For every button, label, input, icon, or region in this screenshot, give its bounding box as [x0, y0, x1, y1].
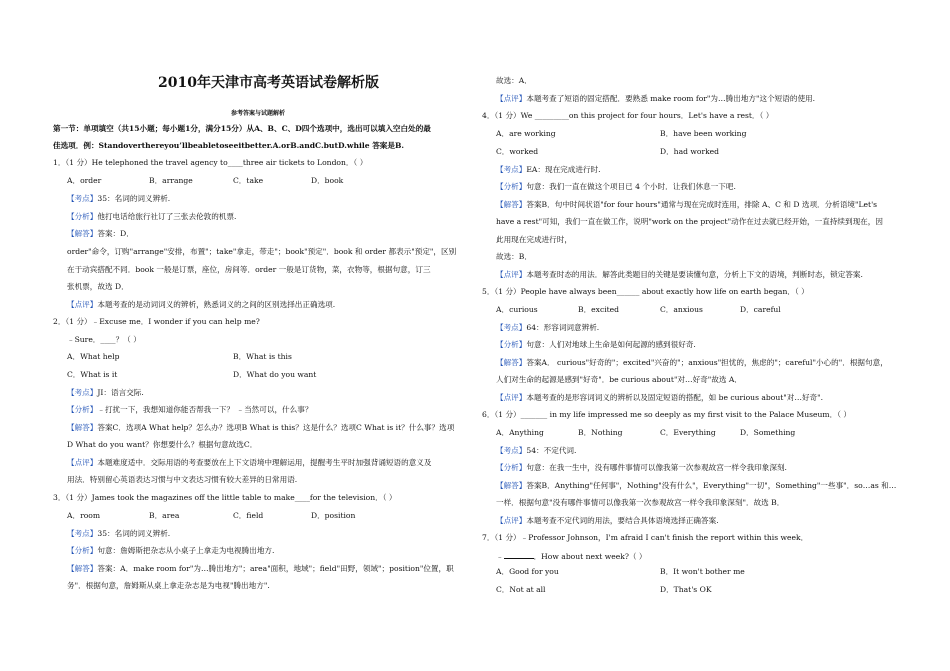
option-c: C．Everything — [660, 428, 716, 437]
option-d: D．had worked — [660, 147, 720, 156]
question-1-stem: 1．（1 分）He telephoned the travel agency to____three air tickets to London．（ ） — [53, 158, 368, 167]
q2-dianping-2: 用法．特别留心英语表达习惯与中文表达习惯有较大差异的日常用语. — [67, 475, 298, 484]
option-a: A．room — [67, 511, 101, 520]
q2-fenxi: 【分析】﹣打扰一下，我想知道你能否帮我一下？ ﹣当然可以，什么事？ — [67, 405, 313, 414]
section-header: 第一节：单项填空（共15小题；每小题1分，满分15分）从A、B、C、D四个选项中，选出可以填入空白处的最 — [53, 124, 431, 133]
q1-fenxi: 【分析】他打电话给旅行社订了三张去伦敦的机票. — [67, 212, 237, 221]
fenxi-label: 【分析】 — [67, 546, 98, 555]
fenxi-label: 【分析】 — [67, 212, 98, 221]
dianping-label: 【点评】 — [496, 516, 527, 525]
kaodian-label: 【考点】 — [67, 388, 98, 397]
q3-fenxi: 【分析】句意：詹姆斯把杂志从小桌子上拿走为电视腾出地方. — [67, 546, 275, 555]
option-c: C．field — [233, 511, 264, 520]
option-d: D．position — [311, 511, 356, 520]
kaodian-label: 【考点】 — [496, 446, 527, 455]
fenxi-label: 【分析】 — [496, 463, 527, 472]
q1-kaodian: 【考点】35：名词的词义辨析. — [67, 194, 171, 203]
option-d: D．book — [311, 176, 344, 185]
q2-jieda-1: 【解答】答案C．选项A What help？怎么办？选项B What is this？这是什么？选项C What is it？什么事？选项 — [67, 423, 455, 432]
jieda-label: 【解答】 — [496, 481, 527, 490]
kaodian-label: 【考点】 — [67, 529, 98, 538]
question-7-stem-2: ﹣ ．How about next week?（ ） — [496, 552, 647, 561]
option-b: B．arrange — [149, 176, 193, 185]
fenxi-label: 【分析】 — [496, 340, 527, 349]
q1-explanation-3: 张机票，故选 D． — [67, 282, 129, 291]
question-2-stem: 2．（1 分）﹣Excuse me．I wonder if you can help me? — [53, 317, 260, 326]
q1-explanation-2: 在于动宾搭配不同．book 一般是订票，座位，房间等．order 一般是订货物，菜，衣物等，根据句意，订三 — [67, 265, 431, 274]
q5-jieda-1: 【解答】答案A． curious"好奇的"；excited"兴奋的"；anxious"担忧的，焦虑的"；careful"小心的"．根据句意， — [496, 358, 888, 367]
jieda-label: 【解答】 — [67, 564, 98, 573]
question-4-stem: 4．（1 分）We _________on this project for four hours．Let's have a rest．（ ） — [482, 111, 774, 120]
option-b: B．excited — [578, 305, 620, 314]
option-b: B．Nothing — [578, 428, 623, 437]
kaodian-label: 【考点】 — [496, 323, 527, 332]
option-a: A．are working — [496, 129, 556, 138]
q5-dianping: 【点评】本题考查的是形容词词义的辨析以及固定短语的搭配，如 be curious about"对…好奇". — [496, 393, 824, 402]
jieda-label: 【解答】 — [67, 423, 98, 432]
question-2-stem-2: ﹣Sure．____？（ ） — [67, 335, 141, 344]
q3-dianping: 【点评】本题考查了短语的固定搭配．要熟悉 make room for"为…腾出地方"这个短语的使用. — [496, 94, 816, 103]
q4-jieda-3: 此用现在完成进行时， — [496, 235, 572, 244]
option-d: D．careful — [740, 305, 781, 314]
option-b: B．What is this — [233, 352, 292, 361]
option-a: A．curious — [496, 305, 538, 314]
dianping-label: 【点评】 — [496, 94, 527, 103]
q6-dianping: 【点评】本题考查不定代词的用法，要结合具体语境选择正确答案. — [496, 516, 719, 525]
option-d: D．That's OK — [660, 585, 712, 594]
fenxi-label: 【分析】 — [496, 182, 527, 191]
dianping-label: 【点评】 — [67, 458, 98, 467]
q6-jieda-2: 一样．根据句意"没有哪件事情可以像我第一次参观故宫一样令我印象深刻"．故选 B． — [496, 498, 785, 507]
page-title: 2010年天津市高考英语试卷解析版 — [158, 75, 379, 91]
option-c: C．worked — [496, 147, 539, 156]
q2-kaodian: 【考点】JI：语言交际. — [67, 388, 144, 397]
question-3-stem: 3．（1 分）James took the magazines off the little table to make____for the television．（ ） — [53, 493, 397, 502]
jieda-label: 【解答】 — [496, 358, 527, 367]
kaodian-label: 【考点】 — [67, 194, 98, 203]
q6-kaodian: 【考点】54：不定代词. — [496, 446, 577, 455]
answer-blank — [504, 550, 534, 559]
question-7-stem: 7．（1 分）﹣Professor Johnson，I'm afraid I can't finish the report within this week． — [482, 533, 809, 542]
dianping-label: 【点评】 — [496, 393, 527, 402]
jieda-label: 【解答】 — [67, 229, 98, 238]
q4-dianping: 【点评】本题考查时态的用法．解答此类题目的关键是要读懂句意，分析上下文的语境，判断时态，锁定答案. — [496, 270, 863, 279]
fenxi-label: 【分析】 — [67, 405, 98, 414]
option-a: A．Anything — [496, 428, 544, 437]
q4-conclusion: 故选：B． — [496, 252, 532, 261]
section-example: 佳选项．例：Standovertherеyou’llbeabletoseeitbetter.A.orB.andC.butD.while 答案是B. — [53, 141, 405, 150]
option-b: B．have been working — [660, 129, 747, 138]
q6-fenxi: 【分析】句意：在我一生中，没有哪件事情可以像我第一次参观故宫一样令我印象深刻. — [496, 463, 787, 472]
q4-fenxi: 【分析】句意：我们一直在做这个项目已 4 个小时．让我们休息一下吧. — [496, 182, 736, 191]
q4-jieda-2: have a rest"可知，我们一直在做工作，说明"work on the project"动作在过去就已经开始，一直持续到现在，因 — [496, 217, 883, 226]
kaodian-label: 【考点】 — [496, 165, 527, 174]
option-c: C．Not at all — [496, 585, 546, 594]
q3-jieda-1: 【解答】答案：A．make room for"为…腾出地方"；area"面积，地域"；field"田野，领域"；position"位置，职 — [67, 564, 454, 573]
q5-jieda-2: 人们对生命的起源是感到"好奇"．be curious about"对…好奇"故选 A． — [496, 375, 742, 384]
option-c: C．take — [233, 176, 264, 185]
option-b: B．It won't bother me — [660, 567, 745, 576]
q3-conclusion: 故选：A． — [496, 76, 532, 85]
question-5-stem: 5．（1 分）People have always been______ about exactly how life on earth began．（ ） — [482, 287, 809, 296]
q1-dianping: 【点评】本题考查的是动词词义的辨析，熟悉词义的之间的区别选择出正确选项. — [67, 300, 336, 309]
dianping-label: 【点评】 — [496, 270, 527, 279]
option-d: D．Something — [740, 428, 796, 437]
q4-jieda-1: 【解答】答案B．句中时间状语"for four hours"通常与现在完成时连用，排除 A、C 和 D 选项．分析语境"Let's — [496, 200, 878, 209]
jieda-label: 【解答】 — [496, 200, 527, 209]
option-c: C．anxious — [660, 305, 703, 314]
q2-jieda-2: D What do you want？你想要什么？根据句意故选C． — [67, 440, 258, 449]
page-subtitle: 参考答案与试题解析 — [231, 110, 286, 117]
q5-kaodian: 【考点】64：形容词词意辨析. — [496, 323, 600, 332]
option-a: A．Good for you — [496, 567, 559, 576]
question-6-stem: 6．（1 分）_______ in my life impressed me so deeply as my first visit to the Palace Museum．（ ） — [482, 410, 852, 419]
q3-jieda-2: 务"．根据句意，詹姆斯从桌上拿走杂志是为电视"腾出地方". — [67, 581, 270, 590]
q3-kaodian: 【考点】35：名词的词义辨析. — [67, 529, 171, 538]
q6-jieda-1: 【解答】答案B．Anything"任何事"，Nothing"没有什么"，Everything"一切"，Something"一些事"．so…as 和… — [496, 481, 897, 490]
q4-kaodian: 【考点】EA：现在完成进行时. — [496, 165, 601, 174]
q1-jieda: 【解答】答案：D． — [67, 229, 134, 238]
option-c: C．What is it — [67, 370, 118, 379]
option-b: B．area — [149, 511, 180, 520]
option-a: A．order — [67, 176, 102, 185]
q5-fenxi: 【分析】句意：人们对地球上生命是如何起源的感到很好奇. — [496, 340, 696, 349]
option-a: A．What help — [67, 352, 120, 361]
dianping-label: 【点评】 — [67, 300, 98, 309]
q2-dianping-1: 【点评】本题难度适中．交际用语的考查要放在上下文语境中理解运用，提醒考生平时加强背诵短语的意义及 — [67, 458, 432, 467]
q1-explanation-1: order"命令，订购"arrange"安排，布置"；take"拿走，带走"；book"预定"．book 和 order 都表示"预定"，区别 — [67, 247, 457, 256]
option-d: D．What do you want — [233, 370, 317, 379]
